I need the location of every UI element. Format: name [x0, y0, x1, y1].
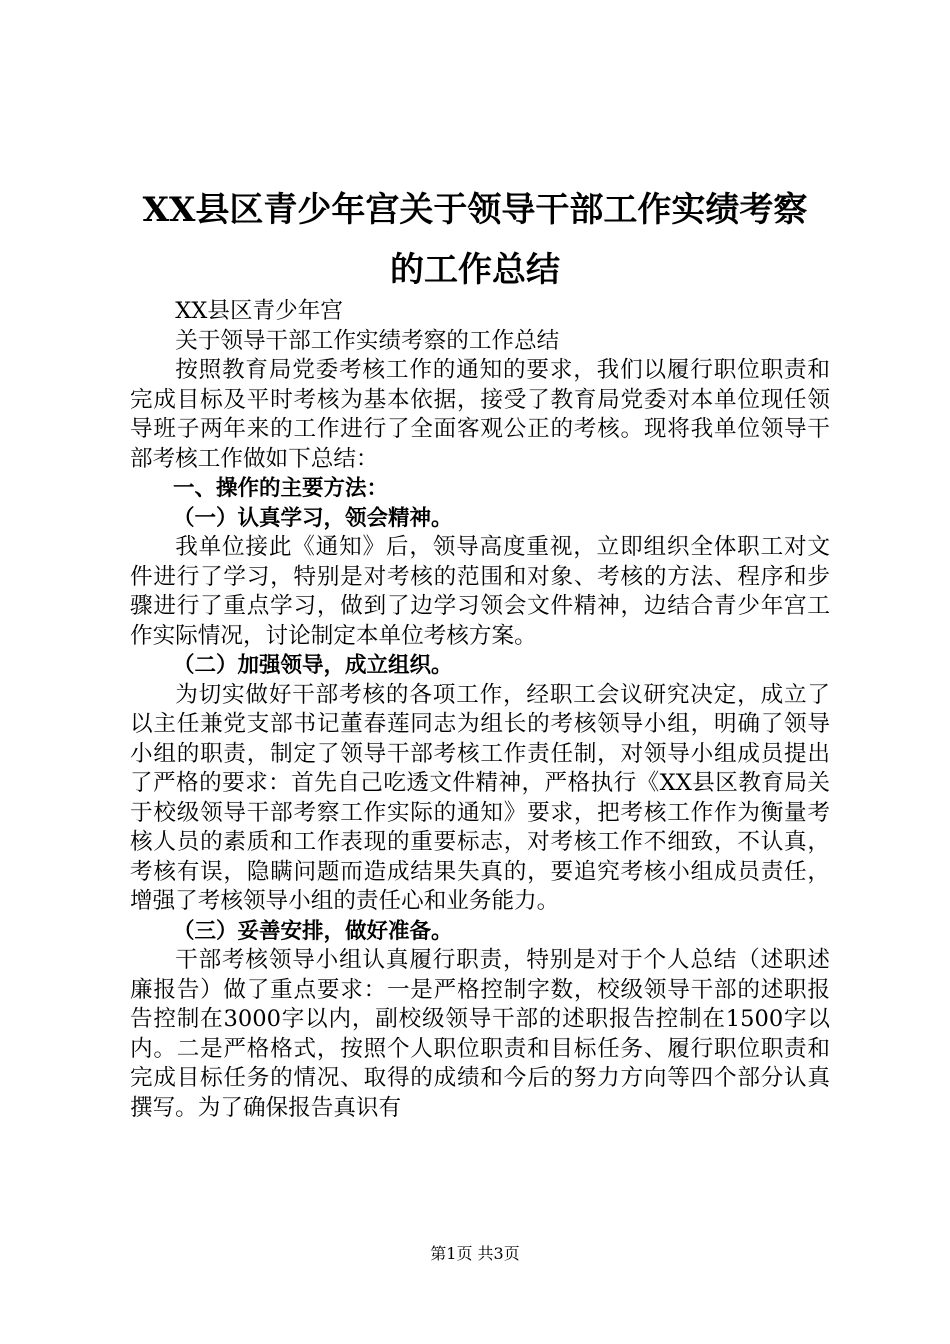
subsection-heading-2: （二）加强领导，成立组织。: [173, 653, 453, 678]
subtitle: 关于领导干部工作实绩考察的工作总结: [175, 327, 560, 354]
subsection-heading-3: （三）妥善安排，做好准备。: [173, 918, 453, 944]
document-title-line-1: XX县区青少年宫关于领导干部工作实绩考察: [142, 190, 808, 230]
section-heading-1: 一、操作的主要方法：: [173, 476, 389, 501]
document-body: [130, 297, 830, 1123]
paragraph-preparation: 干部考核领导小组认真履行职责，特别是对于个人总结（述职述廉报告）做了重点要求：一是严格控制字数，校级领导干部的述职报告控制在3000字以内，副校级领导干部的述职报告控制在1500字以内。二是严格格式，按照个人职位职责和目标任务、履行职位职责和完成目标任务的情况、取得的成绩和今后的努力方向等四个部分认真撰写。为了确保报告真识有: [130, 947, 830, 1121]
subsection-heading-1: （一）认真学习，领会精神。: [173, 505, 453, 531]
document-title-line-2: 的工作总结: [390, 250, 560, 290]
paragraph-leadership: 为切实做好干部考核的各项工作，经职工会议研究决定，成立了以主任兼党支部书记董春莲同志为组长的考核领导小组，明确了领导小组的职责，制定了领导干部考核工作责任制，对领导小组成员提出了严格的要求：首先自己吃透文件精神，严格执行《XX县区教育局关于校级领导干部考察工作实际的通知》要求，把考核工作作为衡量考核人员的素质和工作表现的重要标志，对考核工作不细致，不认真，考核有误，隐瞒问题而造成结果失真的，要追究考核小组成员责任，增强了考核领导小组的责任心和业务能力。: [130, 681, 830, 914]
paragraph-intro: 按照教育局党委考核工作的通知的要求，我们以履行职位职责和完成目标及平时考核为基本依据，接受了教育局党委对本单位现任领导班子两年来的工作进行了全面客观公正的考核。现将我单位领导干部考核工作做如下总结：: [130, 357, 830, 472]
page-number: 第1页 共3页: [430, 1244, 520, 1263]
org-name: XX县区青少年宫: [175, 298, 343, 324]
paragraph-study: 我单位接此《通知》后，领导高度重视，立即组织全体职工对文件进行了学习，特别是对考核的范围和对象、考核的方法、程序和步骤进行了重点学习，做到了边学习领会文件精神，边结合青少年宫工作实际情况，讨论制定本单位考核方案。: [130, 534, 830, 649]
